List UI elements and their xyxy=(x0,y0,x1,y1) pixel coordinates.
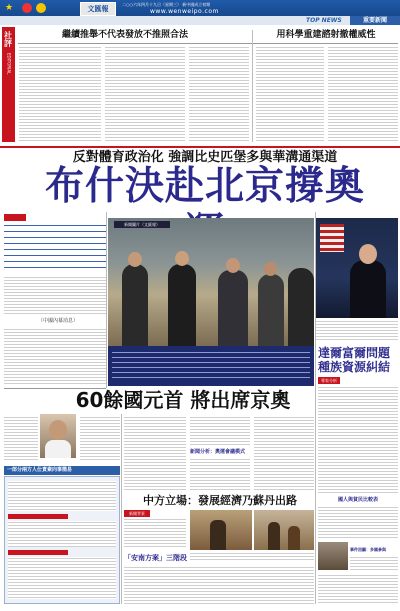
left-box-head: 一郎分兩方人仕責素向事簡易 xyxy=(4,466,120,475)
lead-paragraph-box xyxy=(4,212,106,272)
bush-photo-flag xyxy=(320,224,344,252)
editorial-body-col5 xyxy=(328,46,398,142)
divider-right xyxy=(315,212,316,604)
editorial-divider xyxy=(252,30,253,142)
plan-tag: 新聞背景 xyxy=(124,510,150,517)
left-box-text-3 xyxy=(8,557,116,599)
heads-story-col4 xyxy=(190,416,250,446)
editorial-headline-right: 用科學重建諮射撤權威性 xyxy=(276,30,376,40)
photo-tag xyxy=(114,221,170,228)
right-lower-body-3 xyxy=(318,574,398,604)
center-lower-body xyxy=(124,518,186,548)
lead-paragraph-text xyxy=(4,222,106,272)
right-headline-line2: 種族資源糾結 xyxy=(318,360,391,374)
right-subhead: 國人與貧民比較表 xyxy=(337,497,378,503)
masthead-emblem-2-icon xyxy=(36,3,46,13)
masthead xyxy=(0,0,400,16)
right-subhead-2: 事件回顧：多國參與 xyxy=(350,547,386,552)
editorial-rule xyxy=(18,43,398,44)
plan-body xyxy=(124,566,314,604)
heads-story-col3 xyxy=(124,416,186,492)
left-box xyxy=(4,476,120,604)
main-photo xyxy=(108,218,314,346)
bush-photo-person xyxy=(350,260,386,318)
right-column-tag: 專家分析 xyxy=(318,377,340,384)
left-box-text-1 xyxy=(8,481,116,511)
bush-photo-head xyxy=(359,244,377,264)
section-label-en: TOP NEWS xyxy=(306,17,342,24)
sidebar-head: （中國內幕消息） xyxy=(37,318,78,324)
center-lower-headline: 中方立場：發展經濟乃蘇丹出路 xyxy=(143,494,297,507)
lead-body-1 xyxy=(4,276,106,314)
masthead-emblem-icon xyxy=(22,3,32,13)
editorial-label-en: EDITORIAL xyxy=(6,53,12,75)
masthead-star-icon: ★ xyxy=(5,3,14,13)
masthead-url[interactable]: www.wenweipo.com xyxy=(150,8,219,15)
photo-tag-text: 新聞圖片（文匯報） xyxy=(124,222,160,227)
lead-paragraph-tag xyxy=(4,214,26,221)
editorial-label: 社評 xyxy=(3,31,13,47)
editorial-bottom-rule xyxy=(0,146,400,148)
main-headline: 布什決赴北京撐奧 xyxy=(44,164,365,209)
lead-body-2 xyxy=(4,328,106,384)
plan-headline: 「安南方案」三階段 xyxy=(124,554,187,562)
editorial-body-col2 xyxy=(105,46,185,142)
camp-photo-figure xyxy=(268,522,280,550)
photo-person-3-head xyxy=(226,258,240,273)
news-analysis-subhead: 新聞分析：奧運會議模式 xyxy=(190,449,246,455)
camp-photo xyxy=(254,510,314,550)
masthead-logo-text: 文匯報 xyxy=(87,5,109,13)
left-box-text-2 xyxy=(8,521,116,547)
left-box-rule-1 xyxy=(8,514,68,519)
portrait-body xyxy=(45,440,71,458)
editorial-body-col3 xyxy=(189,46,249,142)
editorial-body-col4 xyxy=(256,46,324,142)
bush-photo xyxy=(316,218,398,318)
masthead-logo xyxy=(80,2,116,16)
photo-person-4 xyxy=(258,274,284,346)
masthead-date-line: 二○○六年四月十九日（星期三） 新中國成立初期 xyxy=(122,2,211,7)
main-photo-caption xyxy=(112,350,310,382)
bottom-main-headline: 60餘國元首 將出席京奧 xyxy=(75,388,291,412)
photo-person-4-head xyxy=(264,262,277,276)
right-headline-line1: 達爾富爾問題 xyxy=(318,346,391,360)
camp-photo-figure-2 xyxy=(288,526,300,550)
heads-story-col1 xyxy=(4,416,38,462)
bush-photo-caption xyxy=(316,320,398,342)
editorial-label-box xyxy=(2,27,15,142)
heads-story-col2 xyxy=(80,416,120,462)
right-lower-body-1 xyxy=(318,506,398,540)
photo-person-5 xyxy=(288,268,314,346)
main-subheadline: 反對體育政治化 強調比史匹堡多與華溝通渠道 xyxy=(72,150,338,165)
sudan-photo-figure xyxy=(210,520,226,550)
editorial-body-col1 xyxy=(19,46,101,142)
left-box-rule-2 xyxy=(8,550,68,555)
heads-story-col5 xyxy=(190,458,250,492)
heads-story-col6 xyxy=(254,416,314,492)
right-column-body xyxy=(318,386,398,494)
photo-person-2 xyxy=(168,264,196,346)
photo-captions xyxy=(190,552,314,562)
photo-person-2-head xyxy=(175,251,189,266)
right-lower-body-2 xyxy=(350,556,398,572)
photo-person-1 xyxy=(122,264,148,346)
section-label-zh: 重要新聞 xyxy=(350,16,400,25)
editorial-headline-left: 繼續推舉不代表發放不推照合法 xyxy=(61,30,188,40)
sudan-photo xyxy=(190,510,252,550)
photo-person-1-head xyxy=(128,252,142,267)
right-lower-photo xyxy=(318,542,348,570)
portrait-head xyxy=(49,420,67,440)
photo-person-3 xyxy=(218,270,248,346)
divider-left xyxy=(106,212,107,388)
portrait-photo xyxy=(40,414,76,458)
divider-lower-left xyxy=(121,414,122,604)
